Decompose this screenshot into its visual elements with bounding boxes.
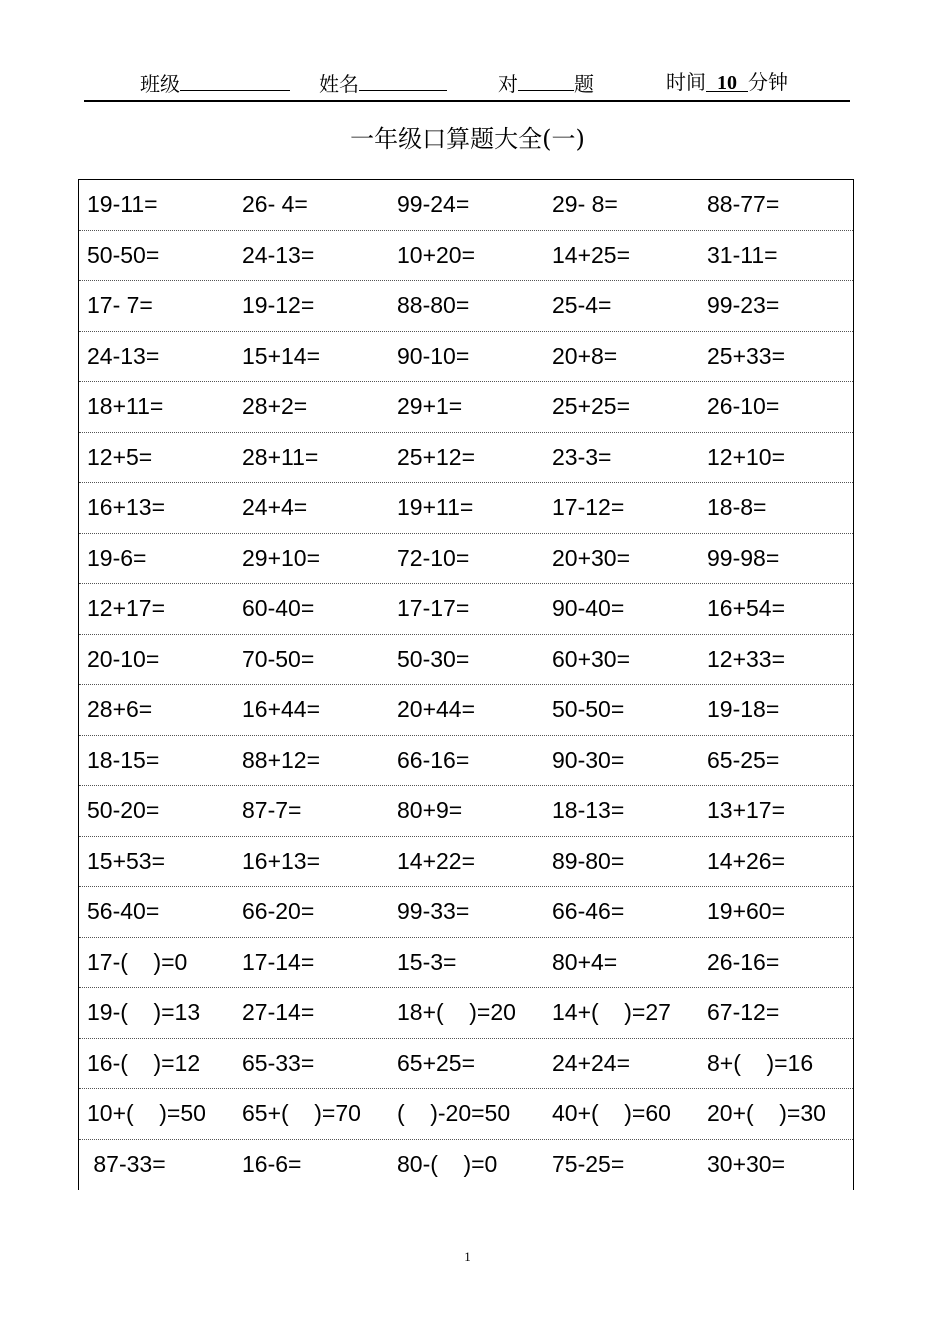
problem-cell: 28+2= bbox=[242, 393, 308, 420]
problem-cell: 19+60= bbox=[707, 898, 786, 925]
problem-cell: 56-40= bbox=[87, 898, 160, 925]
problem-cell: 18-15= bbox=[87, 746, 160, 773]
worksheet-header bbox=[84, 62, 850, 102]
name-label: 姓名 bbox=[319, 72, 359, 96]
problem-row bbox=[79, 736, 853, 787]
problem-cell: 20+( )=30 bbox=[707, 1100, 826, 1127]
problem-cell: 88-80= bbox=[397, 292, 470, 319]
problem-cell: 19-6= bbox=[87, 544, 147, 571]
problem-cell: 90-30= bbox=[552, 746, 625, 773]
problem-cell: 28+6= bbox=[87, 696, 153, 723]
problem-cell: 30+30= bbox=[707, 1151, 786, 1178]
problem-row bbox=[79, 332, 853, 383]
problem-cell: 20+30= bbox=[552, 544, 631, 571]
problem-cell: 19-18= bbox=[707, 696, 780, 723]
problem-cell: 19-( )=13 bbox=[87, 999, 201, 1026]
problem-cell: 10+20= bbox=[397, 241, 476, 268]
problem-cell: ( )-20=50 bbox=[397, 1100, 511, 1127]
problem-cell: 17- 7= bbox=[87, 292, 153, 319]
problem-cell: 20+8= bbox=[552, 342, 618, 369]
problem-row bbox=[79, 1039, 853, 1090]
problem-row bbox=[79, 887, 853, 938]
problem-cell: 65-33= bbox=[242, 1049, 315, 1076]
page-number: 1 bbox=[464, 1249, 471, 1264]
problem-cell: 23-3= bbox=[552, 443, 612, 470]
problem-cell: 25+33= bbox=[707, 342, 786, 369]
problem-cell: 66-16= bbox=[397, 746, 470, 773]
problem-cell: 29+10= bbox=[242, 544, 321, 571]
problem-cell: 50-20= bbox=[87, 797, 160, 824]
problem-cell: 12+17= bbox=[87, 595, 166, 622]
problem-cell: 10+( )=50 bbox=[87, 1100, 206, 1127]
problem-cell: 14+( )=27 bbox=[552, 999, 671, 1026]
problem-row bbox=[79, 584, 853, 635]
problem-cell: 24-13= bbox=[242, 241, 315, 268]
problem-cell: 88-77= bbox=[707, 191, 780, 218]
problem-table bbox=[78, 179, 854, 1190]
problem-cell: 88+12= bbox=[242, 746, 321, 773]
problem-cell: 80-( )=0 bbox=[397, 1151, 498, 1178]
problem-cell: 18+11= bbox=[87, 393, 164, 420]
problem-cell: 72-10= bbox=[397, 544, 470, 571]
problem-cell: 26-16= bbox=[707, 948, 780, 975]
problem-cell: 50-30= bbox=[397, 645, 470, 672]
problem-cell: 17-( )=0 bbox=[87, 948, 188, 975]
problem-row bbox=[79, 1140, 853, 1191]
problem-cell: 65+( )=70 bbox=[242, 1100, 361, 1127]
problem-row bbox=[79, 786, 853, 837]
problem-cell: 89-80= bbox=[552, 847, 625, 874]
problem-cell: 99-23= bbox=[707, 292, 780, 319]
name-field bbox=[319, 68, 447, 98]
problem-cell: 99-33= bbox=[397, 898, 470, 925]
correct-suffix: 题 bbox=[574, 72, 594, 96]
problem-cell: 15+53= bbox=[87, 847, 166, 874]
problem-row bbox=[79, 534, 853, 585]
problem-cell: 75-25= bbox=[552, 1151, 625, 1178]
class-blank[interactable] bbox=[180, 68, 290, 91]
correct-count-field bbox=[498, 68, 594, 98]
problem-row bbox=[79, 483, 853, 534]
problem-cell: 24-13= bbox=[87, 342, 160, 369]
time-value: 10 bbox=[706, 69, 748, 92]
problem-cell: 16+54= bbox=[707, 595, 786, 622]
problem-cell: 24+24= bbox=[552, 1049, 631, 1076]
problem-cell: 20+44= bbox=[397, 696, 476, 723]
problem-cell: 16-( )=12 bbox=[87, 1049, 201, 1076]
problem-cell: 90-40= bbox=[552, 595, 625, 622]
problem-cell: 50-50= bbox=[87, 241, 160, 268]
problem-cell: 19+11= bbox=[397, 494, 474, 521]
problem-cell: 26- 4= bbox=[242, 191, 308, 218]
problem-cell: 14+25= bbox=[552, 241, 631, 268]
problem-cell: 65-25= bbox=[707, 746, 780, 773]
problem-cell: 65+25= bbox=[397, 1049, 476, 1076]
problem-cell: 60-40= bbox=[242, 595, 315, 622]
problem-row bbox=[79, 281, 853, 332]
problem-cell: 15-3= bbox=[397, 948, 457, 975]
problem-row bbox=[79, 433, 853, 484]
problem-cell: 14+26= bbox=[707, 847, 786, 874]
problem-cell: 66-46= bbox=[552, 898, 625, 925]
problem-cell: 29- 8= bbox=[552, 191, 618, 218]
problem-cell: 28+11= bbox=[242, 443, 319, 470]
problem-cell: 80+9= bbox=[397, 797, 463, 824]
problem-cell: 25-4= bbox=[552, 292, 612, 319]
problem-cell: 12+33= bbox=[707, 645, 786, 672]
time-label: 时间 bbox=[666, 70, 706, 94]
class-label: 班级 bbox=[140, 72, 180, 96]
problem-cell: 99-98= bbox=[707, 544, 780, 571]
problem-row bbox=[79, 988, 853, 1039]
problem-cell: 19-11= bbox=[87, 191, 158, 218]
problem-cell: 17-14= bbox=[242, 948, 315, 975]
problem-cell: 20-10= bbox=[87, 645, 160, 672]
problem-cell: 15+14= bbox=[242, 342, 321, 369]
problem-cell: 87-7= bbox=[242, 797, 302, 824]
problem-cell: 16-6= bbox=[242, 1151, 302, 1178]
problem-row bbox=[79, 231, 853, 282]
problem-cell: 25+25= bbox=[552, 393, 631, 420]
problem-cell: 87-33= bbox=[87, 1151, 166, 1178]
problem-cell: 90-10= bbox=[397, 342, 470, 369]
problem-cell: 80+4= bbox=[552, 948, 618, 975]
problem-cell: 24+4= bbox=[242, 494, 308, 521]
problem-cell: 17-17= bbox=[397, 595, 470, 622]
problem-cell: 50-50= bbox=[552, 696, 625, 723]
problem-cell: 40+( )=60 bbox=[552, 1100, 671, 1127]
problem-cell: 18+( )=20 bbox=[397, 999, 516, 1026]
problem-cell: 99-24= bbox=[397, 191, 470, 218]
problem-cell: 67-12= bbox=[707, 999, 780, 1026]
problem-cell: 8+( )=16 bbox=[707, 1049, 814, 1076]
correct-count-blank[interactable] bbox=[518, 68, 574, 91]
name-blank[interactable] bbox=[359, 68, 447, 91]
problem-cell: 26-10= bbox=[707, 393, 780, 420]
problem-cell: 17-12= bbox=[552, 494, 625, 521]
problem-cell: 66-20= bbox=[242, 898, 315, 925]
worksheet-title: 一年级口算题大全(一) bbox=[350, 125, 585, 153]
correct-prefix: 对 bbox=[498, 72, 518, 96]
problem-cell: 16+13= bbox=[242, 847, 321, 874]
time-field bbox=[666, 68, 788, 96]
problem-cell: 29+1= bbox=[397, 393, 463, 420]
problem-cell: 13+17= bbox=[707, 797, 786, 824]
problem-cell: 31-11= bbox=[707, 241, 778, 268]
time-unit: 分钟 bbox=[748, 70, 788, 94]
problem-row bbox=[79, 938, 853, 989]
problem-cell: 16+44= bbox=[242, 696, 321, 723]
problem-cell: 14+22= bbox=[397, 847, 476, 874]
problem-row bbox=[79, 180, 853, 231]
problem-row bbox=[79, 382, 853, 433]
problem-cell: 19-12= bbox=[242, 292, 315, 319]
problem-cell: 18-13= bbox=[552, 797, 625, 824]
problem-cell: 60+30= bbox=[552, 645, 631, 672]
problem-cell: 70-50= bbox=[242, 645, 315, 672]
problem-cell: 16+13= bbox=[87, 494, 166, 521]
class-field bbox=[140, 68, 290, 98]
problem-row bbox=[79, 635, 853, 686]
problem-cell: 12+10= bbox=[707, 443, 786, 470]
problem-cell: 27-14= bbox=[242, 999, 315, 1026]
problem-row bbox=[79, 1089, 853, 1140]
problem-cell: 18-8= bbox=[707, 494, 767, 521]
problem-cell: 25+12= bbox=[397, 443, 476, 470]
problem-cell: 12+5= bbox=[87, 443, 153, 470]
problem-row bbox=[79, 837, 853, 888]
problem-row bbox=[79, 685, 853, 736]
